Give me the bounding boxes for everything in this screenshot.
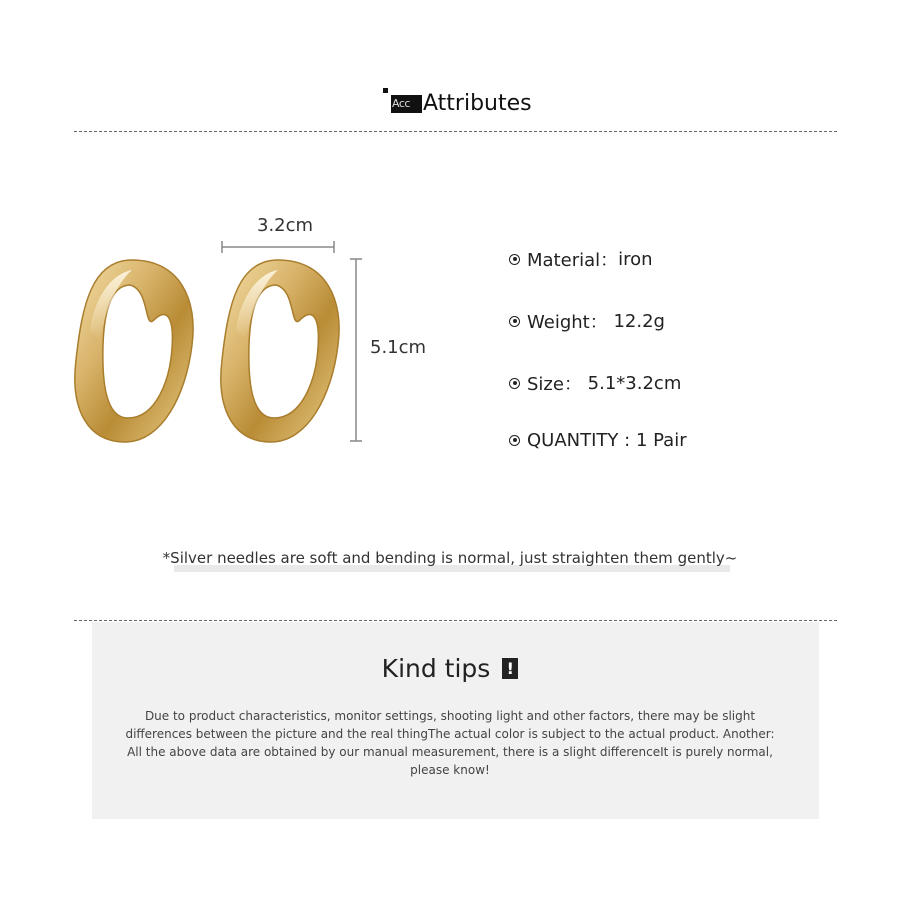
width-dimension-line xyxy=(220,240,336,254)
bottom-divider xyxy=(74,620,837,621)
attribute-label: Weight： xyxy=(527,312,608,333)
header-badge: Acc xyxy=(391,95,422,113)
bullet-icon xyxy=(509,254,520,265)
attribute-label: QUANTITY : xyxy=(527,429,636,451)
bullet-icon xyxy=(509,378,520,389)
attribute-value: 1 Pair xyxy=(635,429,687,451)
tips-body: Due to product characteristics, monitor settings, shooting light and other factors, there may be slight differences between the picture and the real thingThe actual color is subject to the actual product. Another: All the above data are obtained by our manual measurement, there is a slight differenceIt is purely normal, please know! xyxy=(125,709,775,777)
attribute-size xyxy=(509,370,681,396)
page-title: Attributes xyxy=(423,91,532,116)
tips-title: Kind tips xyxy=(381,654,491,683)
section-header xyxy=(0,88,900,124)
attribute-label: Material： xyxy=(527,250,619,271)
bullet-icon xyxy=(509,435,520,446)
attribute-weight xyxy=(509,308,665,334)
height-label: 5.1cm xyxy=(370,337,427,358)
height-dimension-line xyxy=(349,257,363,443)
width-label: 3.2cm xyxy=(257,215,314,236)
header-dot-icon xyxy=(383,88,388,93)
attribute-value: 12.2g xyxy=(607,310,665,332)
attribute-material xyxy=(509,246,653,272)
care-note: *Silver needles are soft and bending is normal, just straighten them gently~ xyxy=(162,549,738,567)
warning-icon: ! xyxy=(502,658,518,679)
attribute-quantity xyxy=(509,427,687,453)
tips-heading xyxy=(0,654,900,683)
attribute-value: iron xyxy=(618,248,653,270)
attribute-label: Size： xyxy=(527,374,582,395)
left-earring xyxy=(75,260,193,442)
attribute-value: 5.1*3.2cm xyxy=(581,372,682,394)
bullet-icon xyxy=(509,316,520,327)
top-divider xyxy=(74,131,837,132)
right-earring xyxy=(221,260,339,442)
